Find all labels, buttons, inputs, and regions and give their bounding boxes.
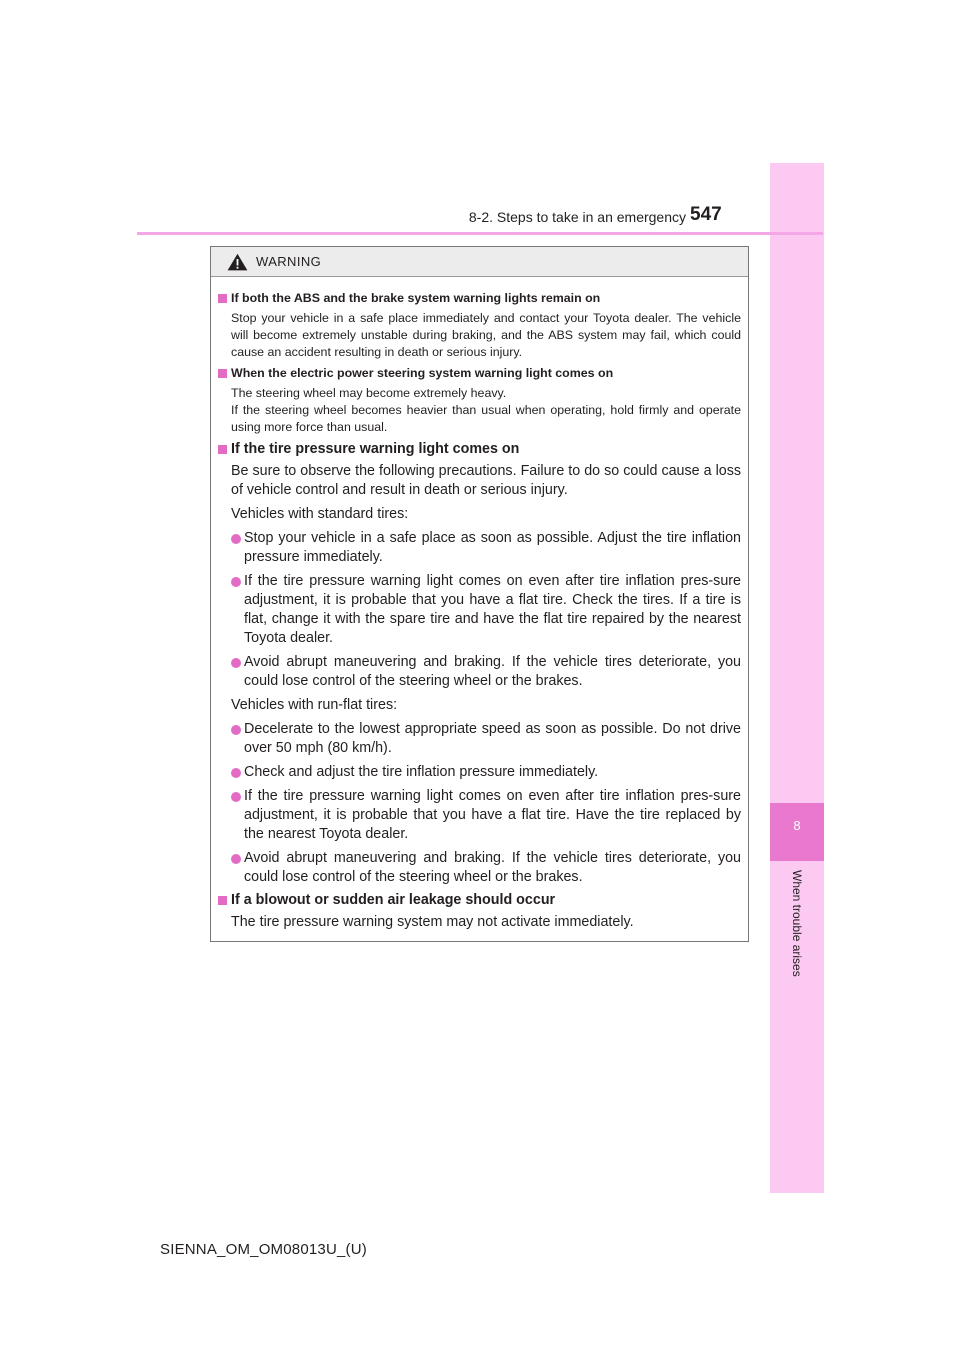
chapter-number: 8 xyxy=(793,818,801,833)
warning-header xyxy=(211,247,748,277)
topic-text: Stop your vehicle in a safe place immediately and contact your Toyota dealer. The vehicle will become extremely unstable during braking, and the ABS system may fail, which could cause an accident resulting in death or serious injury. xyxy=(231,311,741,359)
warning-triangle-icon xyxy=(227,253,248,271)
topic-heading xyxy=(218,440,741,459)
list-item xyxy=(231,720,741,758)
list-item-text: Avoid abrupt maneuvering and braking. If the vehicle tires deteriorate, you could lose control of the steering wheel or the brakes. xyxy=(244,654,741,689)
circle-bullet-icon xyxy=(231,658,241,668)
topic-abs-brake xyxy=(218,290,741,361)
circle-bullet-icon xyxy=(231,577,241,587)
list-item xyxy=(231,763,741,782)
standard-tires-intro: Vehicles with standard tires: xyxy=(231,506,409,522)
list-item xyxy=(231,653,741,691)
topic-heading xyxy=(218,891,741,910)
list-item-text: If the tire pressure warning light comes on even after tire inflation pres-sure adjustment, it is probable that you have a flat tire. Have the tire replaced by the nearest Toyota dealer. xyxy=(244,788,741,842)
square-bullet-icon xyxy=(218,369,227,378)
warning-label: WARNING xyxy=(256,254,322,269)
topic-text: If the steering wheel becomes heavier than usual when operating, hold firmly and operate using more force than usual. xyxy=(231,403,741,434)
square-bullet-icon xyxy=(218,896,227,905)
topic-heading-text: When the electric power steering system warning light comes on xyxy=(231,366,614,380)
topic-text: Be sure to observe the following precautions. Failure to do so could cause a loss of vehicle control and result in death or serious injury. xyxy=(231,463,741,498)
list-item-text: Decelerate to the lowest appropriate speed as soon as possible. Do not drive over 50 mph (80 km/h). xyxy=(244,721,741,756)
list-item xyxy=(231,529,741,567)
topic-text: The tire pressure warning system may not activate immediately. xyxy=(231,914,634,930)
topic-heading-text: If both the ABS and the brake system warning lights remain on xyxy=(231,291,601,305)
topic-text: The steering wheel may become extremely heavy. xyxy=(231,386,507,400)
page-number: 547 xyxy=(690,204,722,225)
list-item-text: Avoid abrupt maneuvering and braking. If the vehicle tires deteriorate, you could lose control of the steering wheel or the brakes. xyxy=(244,850,741,885)
chapter-title-text: When trouble arises xyxy=(790,870,804,977)
runflat-tires-intro: Vehicles with run-flat tires: xyxy=(231,697,398,713)
circle-bullet-icon xyxy=(231,768,241,778)
circle-bullet-icon xyxy=(231,854,241,864)
topic-power-steering xyxy=(218,365,741,436)
square-bullet-icon xyxy=(218,294,227,303)
circle-bullet-icon xyxy=(231,725,241,735)
warning-body xyxy=(211,277,748,932)
warning-box xyxy=(210,246,749,942)
section-title: 8-2. Steps to take in an emergency xyxy=(468,209,686,225)
topic-heading xyxy=(218,290,741,307)
list-item xyxy=(231,787,741,844)
list-item xyxy=(231,572,741,648)
header-rule xyxy=(137,232,823,235)
topic-heading-text: If a blowout or sudden air leakage should occur xyxy=(231,892,556,908)
chapter-title xyxy=(770,870,824,1000)
document-code: SIENNA_OM_OM08013U_(U) xyxy=(160,1241,367,1258)
list-item-text: If the tire pressure warning light comes on even after tire inflation pres-sure adjustment, it is probable that you have a flat tire. Check the tires. If a tire is flat, change it with the spare tire and have the flat tire repaired by the nearest Toyota dealer. xyxy=(244,573,741,646)
circle-bullet-icon xyxy=(231,534,241,544)
topic-tire-pressure xyxy=(218,440,741,887)
circle-bullet-icon xyxy=(231,792,241,802)
topic-heading-text: If the tire pressure warning light comes on xyxy=(231,441,520,457)
list-item xyxy=(231,849,741,887)
list-item-text: Check and adjust the tire inflation pressure immediately. xyxy=(244,764,599,780)
topic-blowout xyxy=(218,891,741,932)
square-bullet-icon xyxy=(218,445,227,454)
list-item-text: Stop your vehicle in a safe place as soon as possible. Adjust the tire inflation pressure immediately. xyxy=(244,530,741,565)
topic-heading xyxy=(218,365,741,382)
side-tab xyxy=(770,163,824,1193)
